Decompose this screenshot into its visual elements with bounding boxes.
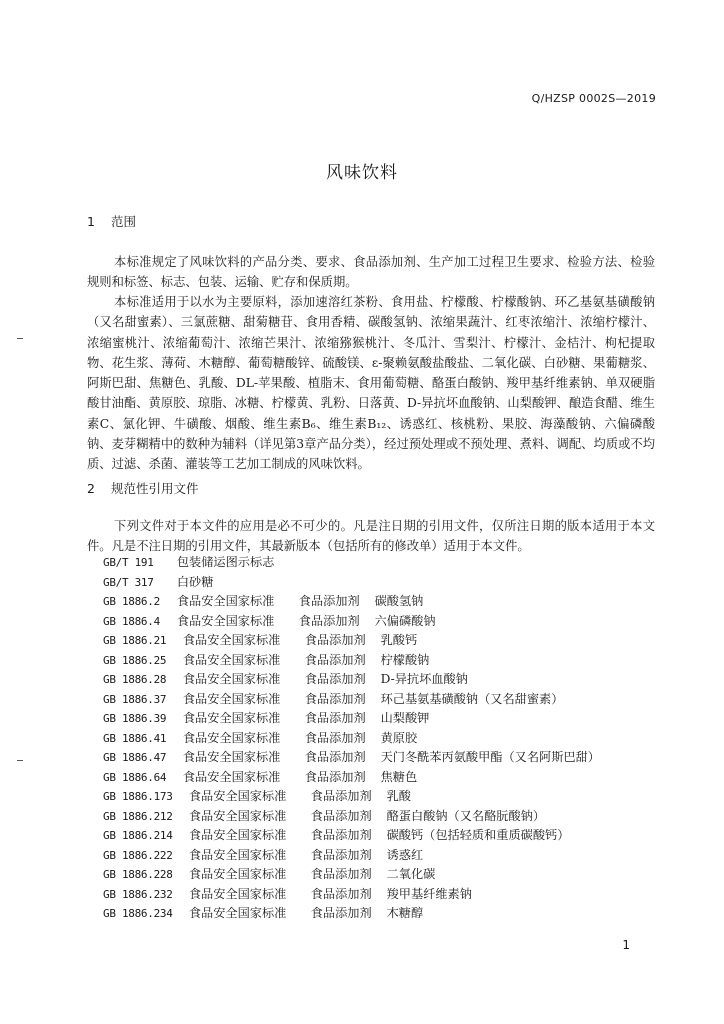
reference-standard: 食品安全国家标准 xyxy=(176,594,275,608)
reference-code: GB 1886.228 xyxy=(103,868,173,881)
reference-standard: 食品安全国家标准 xyxy=(182,769,281,784)
reference-code: GB 1886.4 xyxy=(103,614,160,628)
reference-standard: 食品安全国家标准 xyxy=(182,730,281,745)
reference-list xyxy=(103,553,600,924)
reference-category: 食品添加剂 xyxy=(310,906,372,920)
reference-category: 食品添加剂 xyxy=(298,594,360,608)
reference-category: 食品添加剂 xyxy=(310,847,372,862)
reference-title: 羧甲基纤维素钠 xyxy=(386,886,472,901)
reference-code: GB 1886.25 xyxy=(103,653,167,667)
scan-margin-mark xyxy=(17,338,23,339)
reference-title: 乳酸钙 xyxy=(380,633,418,647)
reference-standard: 食品安全国家标准 xyxy=(188,906,287,920)
reference-item xyxy=(103,865,600,885)
reference-category: 食品添加剂 xyxy=(304,750,366,764)
reference-code: GB 1886.212 xyxy=(103,809,173,823)
reference-standard: 食品安全国家标准 xyxy=(176,613,275,628)
reference-item xyxy=(103,885,600,905)
section-1-paragraph-2: 本标准适用于以水为主要原料，添加速溶红茶粉、食用盐、柠檬酸、柠檬酸钠、环乙基氨基磺酸钠（又名甜蜜素）、三氯蔗糖、甜菊糖苷、食用香精、碳酸氢钠、浓缩果蔬汁、红枣浓缩汁、浓缩柠檬汁、浓缩蜜桃汁、浓缩葡萄汁、浓缩芒果汁、浓缩猕猴桃汁、冬瓜汁、雪梨汁、柠檬汁、金桔汁、枸杞提取物、花生浆、薄荷、木糖醇、葡萄糖酸锌、硫酸镁、ε-聚赖氨酸盐酸盐、二氧化碳、白砂糖、果葡糖浆、阿斯巴甜、焦糖色、乳酸、DL-苹果酸、植脂末、食用葡萄糖、酪蛋白酸钠、羧甲基纤维素钠、单双硬脂酸甘油酯、黄原胶、琼脂、冰糖、柠檬黄、乳粉、日落黄、D-异抗坏血酸钠、山梨酸钾、酿造食醋、维生素C、氯化钾、牛磺酸、烟酸、维生素B₆、维生素B₁₂、诱惑红、核桃粉、果胶、海藻酸钠、六偏磷酸钠、麦芽糊精中的数种为辅料（详见第3章产品分类），经过预处理或不预处理、煮料、调配、均质或不均质、过滤、杀菌、灌装等工艺加工制成的风味饮料。 xyxy=(87,295,655,472)
reference-code: GB 1886.39 xyxy=(103,712,167,725)
section-2-number: 2 xyxy=(87,481,95,496)
reference-standard: 食品安全国家标准 xyxy=(188,867,287,881)
reference-title: 柠檬酸钠 xyxy=(380,652,430,667)
reference-category: 食品添加剂 xyxy=(310,808,372,823)
reference-category: 食品添加剂 xyxy=(304,672,366,686)
section-2-title: 规范性引用文件 xyxy=(110,481,199,496)
reference-item xyxy=(103,651,600,671)
reference-category: 食品添加剂 xyxy=(310,828,372,842)
reference-standard: 食品安全国家标准 xyxy=(182,633,281,647)
reference-standard: 食品安全国家标准 xyxy=(188,828,287,842)
reference-title: 二氧化碳 xyxy=(386,867,436,881)
reference-item xyxy=(103,573,600,593)
reference-item xyxy=(103,748,600,768)
reference-code: GB 1886.222 xyxy=(103,848,173,862)
reference-title: 碳酸氢钠 xyxy=(374,594,424,608)
reference-item xyxy=(103,592,600,612)
reference-standard: 食品安全国家标准 xyxy=(188,847,287,862)
reference-code: GB 1886.47 xyxy=(103,751,167,764)
reference-category: 食品添加剂 xyxy=(304,711,366,725)
reference-category: 食品添加剂 xyxy=(304,769,366,784)
reference-category: 食品添加剂 xyxy=(304,652,366,667)
reference-code: GB 1886.232 xyxy=(103,887,173,901)
reference-title: 六偏磷酸钠 xyxy=(374,613,436,628)
document-code: Q/HZSP 0002S—2019 xyxy=(531,92,656,105)
reference-category: 食品添加剂 xyxy=(310,886,372,901)
reference-standard: 食品安全国家标准 xyxy=(182,711,281,725)
reference-standard: 食品安全国家标准 xyxy=(182,691,281,706)
section-1-heading xyxy=(87,212,136,230)
document-title: 风味饮料 xyxy=(326,163,398,183)
reference-item xyxy=(103,826,600,846)
reference-category: 食品添加剂 xyxy=(304,691,366,706)
reference-item xyxy=(103,631,600,651)
reference-category: 食品添加剂 xyxy=(304,730,366,745)
reference-standard: 食品安全国家标准 xyxy=(188,789,287,803)
reference-code: GB 1886.21 xyxy=(103,634,167,647)
reference-title: 诱惑红 xyxy=(386,847,424,862)
reference-item xyxy=(103,553,600,573)
reference-title: 白砂糖 xyxy=(176,574,214,589)
reference-title: 山梨酸钾 xyxy=(380,711,430,725)
reference-item xyxy=(103,729,600,749)
reference-item xyxy=(103,807,600,827)
reference-code: GB 1886.234 xyxy=(103,907,173,920)
reference-code: GB 1886.2 xyxy=(103,595,160,608)
section-1-paragraph-1: 本标准规定了风味饮料的产品分类、要求、食品添加剂、生产加工过程卫生要求、检验方法、检验规则和标签、标志、包装、运输、贮存和保质期。 xyxy=(87,255,655,290)
reference-item xyxy=(103,846,600,866)
reference-standard: 食品安全国家标准 xyxy=(182,672,281,686)
reference-code: GB 1886.41 xyxy=(103,731,167,745)
reference-code: GB 1886.64 xyxy=(103,770,167,784)
reference-title: 木糖醇 xyxy=(386,906,424,920)
reference-category: 食品添加剂 xyxy=(298,613,360,628)
reference-category: 食品添加剂 xyxy=(310,867,372,881)
reference-standard: 食品安全国家标准 xyxy=(182,750,281,764)
reference-code: GB/T 191 xyxy=(103,556,154,569)
reference-title: D-异抗坏血酸钠 xyxy=(380,672,468,686)
reference-item xyxy=(103,612,600,632)
reference-item xyxy=(103,768,600,788)
reference-title: 焦糖色 xyxy=(380,769,418,784)
reference-item xyxy=(103,787,600,807)
reference-code: GB/T 317 xyxy=(103,575,154,589)
section-2-intro: 下列文件对于本文件的应用是必不可少的。凡是注日期的引用文件，仅所注日期的版本适用于本文件。凡是不注日期的引用文件，其最新版本（包括所有的修改单）适用于本文件。 xyxy=(87,519,655,554)
reference-item xyxy=(103,904,600,924)
reference-code: GB 1886.173 xyxy=(103,790,173,803)
reference-standard: 食品安全国家标准 xyxy=(188,886,287,901)
reference-title: 酪蛋白酸钠（又名酪朊酸钠） xyxy=(386,808,546,823)
reference-item xyxy=(103,670,600,690)
reference-code: GB 1886.37 xyxy=(103,692,167,706)
reference-title: 碳酸钙（包括轻质和重质碳酸钙） xyxy=(386,828,570,842)
reference-code: GB 1886.214 xyxy=(103,829,173,842)
reference-title: 乳酸 xyxy=(386,789,411,803)
reference-category: 食品添加剂 xyxy=(304,633,366,647)
reference-standard: 食品安全国家标准 xyxy=(182,652,281,667)
section-1-number: 1 xyxy=(87,214,95,229)
reference-title: 黄原胶 xyxy=(380,730,418,745)
section-2-heading xyxy=(87,479,199,497)
section-1-title: 范围 xyxy=(110,214,136,229)
reference-item xyxy=(103,690,600,710)
reference-title: 包装储运图示标志 xyxy=(176,555,275,569)
page-number: 1 xyxy=(622,938,630,952)
scan-margin-mark xyxy=(17,760,23,761)
reference-title: 环己基氨基磺酸钠（又名甜蜜素） xyxy=(380,691,564,706)
reference-standard: 食品安全国家标准 xyxy=(188,808,287,823)
reference-title: 天门冬酰苯丙氨酸甲酯（又名阿斯巴甜） xyxy=(380,750,600,764)
reference-item xyxy=(103,709,600,729)
reference-category: 食品添加剂 xyxy=(310,789,372,803)
reference-code: GB 1886.28 xyxy=(103,673,167,686)
